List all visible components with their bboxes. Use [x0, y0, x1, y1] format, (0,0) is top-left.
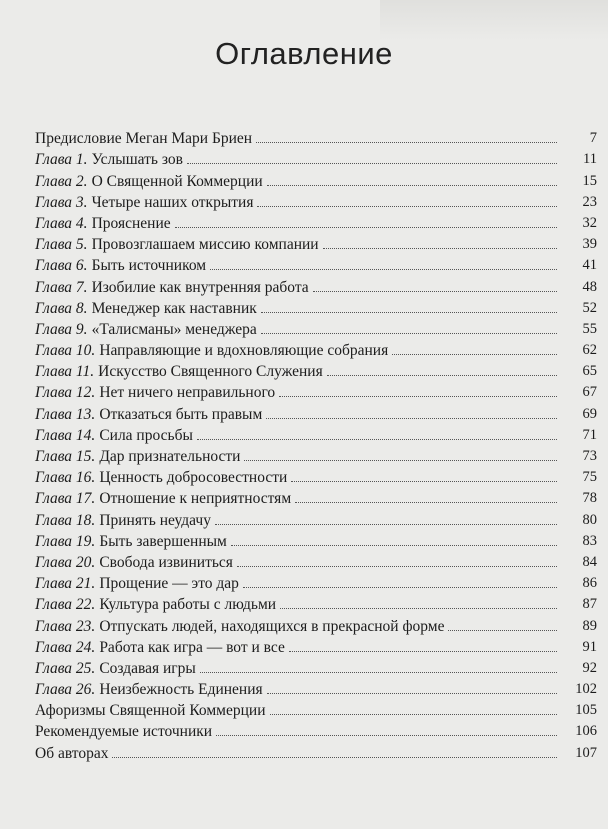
toc-entry-label: [35, 236, 319, 253]
dot-leader: [187, 163, 557, 164]
dot-leader: [175, 227, 557, 228]
chapter-title: Предисловие Меган Мари Бриен: [35, 130, 253, 148]
toc-entry: [35, 486, 597, 507]
dot-leader: [197, 439, 557, 440]
toc-entry: [35, 274, 597, 295]
page-number: 80: [582, 511, 597, 528]
page-number: 84: [582, 553, 597, 570]
page-number: 7: [589, 130, 597, 147]
toc-entry: [35, 719, 597, 740]
toc-entry-label: [35, 194, 253, 211]
page-number: 107: [575, 744, 597, 761]
dot-leader: [244, 460, 557, 461]
dot-leader: [237, 566, 557, 567]
page-number: 102: [575, 681, 597, 698]
page-number: 15: [582, 172, 597, 189]
page-number: 69: [582, 405, 597, 422]
dot-leader: [291, 481, 557, 482]
page-number: 71: [582, 426, 597, 443]
chapter-number: Глава 19.: [35, 532, 96, 550]
page-number: 73: [582, 448, 597, 464]
page-number: 89: [582, 617, 597, 634]
toc-entry: [35, 296, 597, 317]
toc-entry-label: [35, 745, 108, 762]
chapter-title: Отношение к неприятностям: [99, 490, 292, 508]
page-number: 52: [582, 299, 597, 316]
chapter-title: Провозглашаем миссию компании: [91, 236, 319, 254]
toc-entry-label: [35, 279, 309, 296]
dot-leader: [200, 672, 557, 673]
page-bleed-through: [380, 0, 608, 40]
chapter-title: Принять неудачу: [99, 511, 211, 529]
toc-entry: [35, 253, 597, 274]
toc-entry-label: [35, 681, 263, 698]
toc-entry-label: [35, 723, 212, 740]
chapter-title: «Талисманы» менеджера: [91, 320, 257, 338]
toc-entry: [35, 168, 597, 189]
toc-entry: [35, 359, 597, 380]
dot-leader: [215, 524, 557, 525]
toc-entry: [35, 635, 597, 656]
chapter-title: Прощение — это дар: [99, 575, 239, 593]
dot-leader: [112, 757, 557, 758]
chapter-number: Глава 20.: [35, 553, 96, 571]
toc-entry-label: [35, 469, 287, 486]
toc-entry-label: [35, 512, 211, 529]
chapter-title: Прояснение: [91, 214, 171, 232]
dot-leader: [243, 587, 557, 588]
page-number: 65: [582, 363, 597, 380]
page-number: 106: [575, 723, 597, 740]
toc-entry: [35, 211, 597, 232]
dot-leader: [261, 333, 557, 334]
toc-entry-label: [35, 448, 240, 465]
chapter-title: Быть источником: [91, 257, 207, 275]
toc-entry: [35, 147, 597, 168]
toc-entry: [35, 529, 597, 550]
dot-leader: [261, 312, 557, 313]
page-number: 32: [582, 214, 597, 231]
dot-leader: [257, 206, 557, 207]
toc-entry: [35, 571, 597, 592]
page-number: 11: [583, 151, 597, 168]
dot-leader: [231, 545, 557, 546]
dot-leader: [289, 651, 557, 652]
chapter-title: Изобилие как внутренняя работа: [91, 278, 309, 296]
toc-entry: [35, 592, 597, 613]
chapter-title: Рекомендуемые источники: [35, 723, 213, 741]
toc-entry-label: [35, 151, 183, 168]
chapter-title: Об авторах: [35, 744, 109, 762]
page-number: 75: [582, 469, 597, 486]
chapter-number: Глава 5.: [35, 236, 88, 254]
toc-entry-label: [35, 257, 206, 274]
dot-leader: [216, 735, 557, 736]
chapter-title: Направляющие и вдохновляющие собрания: [99, 342, 389, 360]
toc-entry: [35, 677, 597, 698]
chapter-number: Глава 14.: [35, 426, 96, 444]
page-number: 39: [582, 236, 597, 253]
page-number: 23: [582, 193, 597, 210]
chapter-number: Глава 21.: [35, 575, 96, 593]
dot-leader: [327, 375, 557, 376]
chapter-title: Быть завершенным: [99, 532, 227, 550]
chapter-number: Глава 22.: [35, 596, 96, 614]
toc-entry: [35, 465, 597, 486]
chapter-number: Глава 4.: [35, 214, 88, 232]
toc-entry-label: [35, 300, 257, 317]
chapter-title: Сила просьбы: [99, 426, 193, 444]
chapter-title: Создавая игры: [99, 659, 196, 677]
toc-entry-label: [35, 342, 388, 359]
dot-leader: [267, 185, 557, 186]
toc-entry: [35, 550, 597, 571]
toc-entry: [35, 613, 597, 634]
chapter-number: Глава 1.: [35, 151, 88, 169]
page-number: 62: [582, 342, 597, 359]
chapter-title: Менеджер как наставник: [91, 299, 257, 317]
chapter-title: Работа как игра — вот и все: [99, 638, 285, 656]
toc-entry-label: [35, 618, 444, 635]
toc-entry-label: [35, 596, 276, 613]
page-number: 67: [582, 384, 597, 401]
chapter-number: Глава 9.: [35, 320, 88, 338]
chapter-title: Свобода извиниться: [99, 553, 233, 571]
chapter-title: О Священной Коммерции: [91, 172, 263, 190]
toc-entry: [35, 740, 597, 761]
toc-entry: [35, 444, 597, 465]
chapter-number: Глава 16.: [35, 469, 96, 487]
chapter-title: Услышать зов: [91, 151, 183, 169]
chapter-number: Глава 23.: [35, 617, 96, 635]
page-number: 87: [582, 596, 597, 613]
toc-entry-label: [35, 639, 285, 656]
dot-leader: [323, 248, 557, 249]
toc-entry-label: [35, 406, 262, 423]
toc-entry-label: [35, 173, 263, 190]
chapter-title: Отказаться быть правым: [99, 405, 263, 423]
chapter-title: Дар признательности: [99, 448, 241, 465]
chapter-number: Глава 15.: [35, 448, 96, 465]
chapter-number: Глава 24.: [35, 638, 96, 656]
chapter-number: Глава 10.: [35, 342, 96, 360]
chapter-title: Афоризмы Священной Коммерции: [35, 702, 266, 720]
toc-entry-label: [35, 533, 227, 550]
dot-leader: [267, 693, 557, 694]
toc-entry-label: [35, 575, 239, 592]
toc-entry: [35, 338, 597, 359]
toc-entry: [35, 317, 597, 338]
toc-entry-label: [35, 427, 193, 444]
toc-entry-label: [35, 660, 196, 677]
toc-entry: [35, 423, 597, 444]
toc-entry-label: [35, 215, 171, 232]
dot-leader: [256, 142, 557, 143]
chapter-number: Глава 11.: [35, 363, 95, 381]
table-of-contents: [35, 126, 597, 762]
toc-entry: [35, 380, 597, 401]
chapter-title: Нет ничего неправильного: [99, 384, 276, 402]
page-number: 41: [582, 257, 597, 274]
chapter-title: Ценность добросовестности: [99, 469, 288, 487]
dot-leader: [270, 714, 557, 715]
chapter-number: Глава 2.: [35, 172, 88, 190]
toc-entry-label: [35, 130, 252, 147]
chapter-number: Глава 12.: [35, 384, 96, 402]
page-number: 86: [582, 575, 597, 592]
chapter-title: Неизбежность Единения: [99, 681, 263, 699]
chapter-title: Искусство Священного Служения: [98, 363, 323, 381]
chapter-number: Глава 6.: [35, 257, 88, 275]
dot-leader: [392, 354, 557, 355]
chapter-number: Глава 25.: [35, 659, 96, 677]
dot-leader: [266, 418, 557, 419]
page-number: 91: [582, 638, 597, 655]
chapter-title: Отпускать людей, находящихся в прекрасной форме: [99, 617, 445, 635]
toc-entry-label: [35, 321, 257, 338]
toc-entry-label: [35, 363, 323, 380]
page-number: 55: [582, 320, 597, 337]
dot-leader: [313, 291, 557, 292]
page-number: 92: [582, 659, 597, 676]
toc-entry: [35, 126, 597, 147]
chapter-number: Глава 7.: [35, 278, 88, 296]
page-number: 105: [575, 702, 597, 719]
dot-leader: [210, 269, 557, 270]
toc-entry-label: [35, 384, 275, 401]
page-number: 78: [582, 490, 597, 507]
toc-entry: [35, 190, 597, 211]
toc-entry: [35, 507, 597, 528]
chapter-number: Глава 18.: [35, 511, 96, 529]
dot-leader: [295, 502, 557, 503]
chapter-title: Культура работы с людьми: [99, 596, 277, 614]
toc-entry-label: [35, 490, 291, 507]
dot-leader: [279, 396, 557, 397]
toc-entry-label: [35, 554, 233, 571]
chapter-title: Четыре наших открытия: [91, 193, 254, 211]
page-title: Оглавление: [215, 36, 393, 71]
chapter-number: Глава 3.: [35, 193, 88, 211]
chapter-number: Глава 26.: [35, 681, 96, 699]
dot-leader: [280, 608, 557, 609]
page-number: 48: [582, 278, 597, 295]
chapter-number: Глава 17.: [35, 490, 96, 508]
toc-entry: [35, 698, 597, 719]
toc-entry-label: [35, 702, 266, 719]
chapter-number: Глава 13.: [35, 405, 96, 423]
page-number: 83: [582, 532, 597, 549]
chapter-number: Глава 8.: [35, 299, 88, 317]
toc-entry: [35, 401, 597, 422]
dot-leader: [448, 630, 557, 631]
toc-entry: [35, 232, 597, 253]
toc-entry: [35, 656, 597, 677]
